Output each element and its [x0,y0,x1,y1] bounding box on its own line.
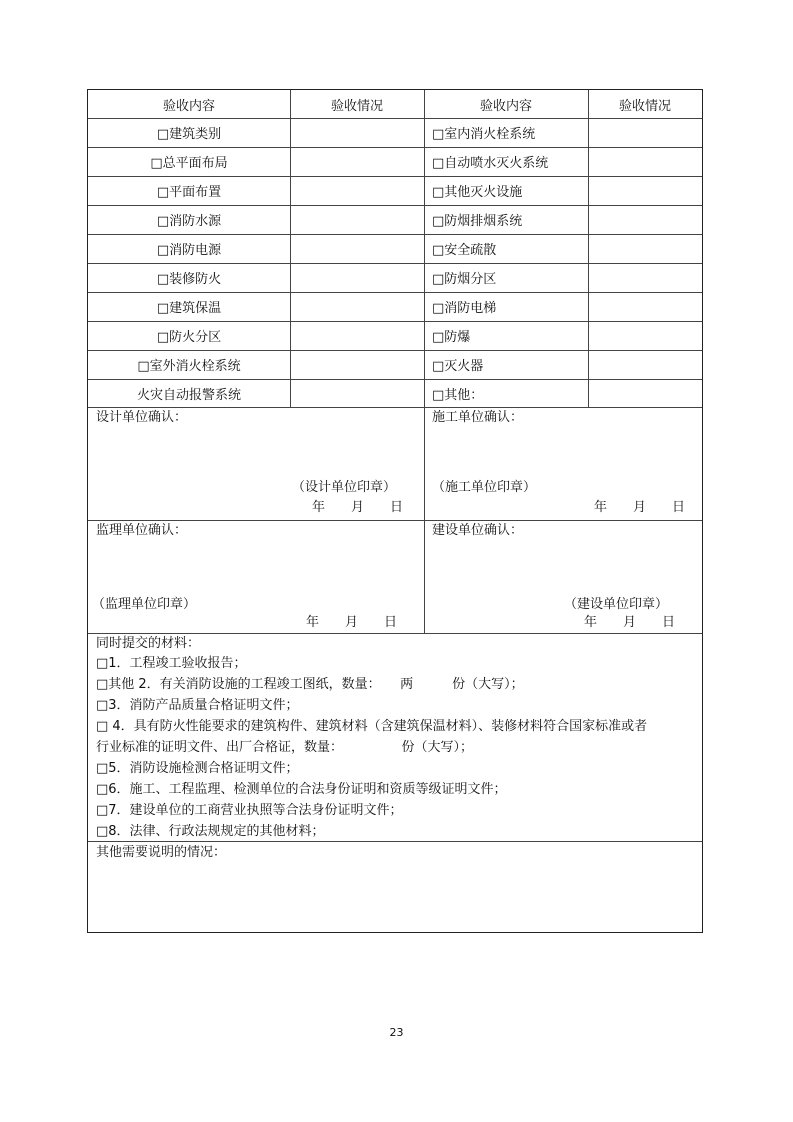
item-left[interactable]: □建筑保温 [156,301,222,316]
item-right[interactable]: □灭火器 [432,359,484,374]
item-right[interactable]: □自动喷水灭火系统 [432,156,549,171]
material-item[interactable]: □5．消防设施检测合格证明文件； [96,761,299,776]
header-content-right: 验收内容 [479,98,532,114]
table-divider [88,118,702,119]
header-status-left: 验收情况 [330,98,383,114]
material-item[interactable]: □其他 2．有关消防设施的工程竣工图纸，数量： 两 份（大写）； [96,677,524,692]
material-item[interactable]: □1．工程竣工验收报告； [96,656,247,671]
supervision-date: 年 月 日 [306,615,398,630]
acceptance-form [87,89,703,933]
supervision-confirm-section[interactable] [88,520,424,633]
design-seal-label: （设计单位印章） [292,480,397,495]
item-left[interactable]: □消防电源 [156,243,222,258]
item-right[interactable]: □室内消火栓系统 [432,127,536,142]
item-right[interactable]: □防烟分区 [432,272,497,287]
material-item[interactable]: □6．施工、工程监理、检测单位的合法身份证明和资质等级证明文件； [96,782,507,797]
item-right[interactable]: □其他灭火设施 [432,185,523,200]
table-divider [88,205,702,206]
supervision-seal-label: （监理单位印章） [92,597,197,612]
item-left[interactable]: □总平面布局 [150,156,228,171]
builder-confirm-section[interactable] [424,520,702,633]
material-item-continued: 行业标准的证明文件、出厂合格证，数量： 份（大写）； [96,740,474,755]
material-item[interactable]: □8．法律、行政法规规定的其他材料； [96,824,325,839]
table-divider [88,176,702,177]
construction-date: 年 月 日 [594,500,686,515]
item-left[interactable]: □平面布置 [156,185,222,200]
construction-confirm-section[interactable] [424,407,702,520]
other-notes-section[interactable] [88,841,702,932]
item-left[interactable]: □装修防火 [156,272,222,287]
construction-confirm-title: 施工单位确认： [432,410,524,425]
item-left[interactable]: 火灾自动报警系统 [136,387,241,403]
item-left[interactable]: □建筑类别 [156,127,222,142]
builder-seal-label: （建设单位印章） [564,597,669,612]
item-right[interactable]: □防爆 [432,330,471,345]
builder-confirm-title: 建设单位确认： [432,523,524,538]
item-left[interactable]: □室外消火栓系统 [137,359,241,374]
table-divider [88,292,702,293]
header-status-right: 验收情况 [618,98,671,114]
table-divider [88,147,702,148]
item-right[interactable]: □防烟排烟系统 [432,214,523,229]
table-divider [290,90,291,407]
item-right[interactable]: □其他： [432,387,484,403]
table-divider [588,90,589,407]
item-left[interactable]: □防火分区 [156,330,222,345]
material-item[interactable]: □3．消防产品质量合格证明文件； [96,698,299,713]
design-confirm-title: 设计单位确认： [96,410,188,425]
table-divider [88,350,702,351]
table-divider [88,263,702,264]
materials-section [88,633,702,841]
table-divider [88,321,702,322]
material-item[interactable]: □7．建设单位的工商营业执照等合法身份证明文件； [96,803,403,818]
design-date: 年 月 日 [312,500,404,515]
materials-title: 同时提交的材料： [96,636,201,651]
table-divider [88,379,702,380]
supervision-confirm-title: 监理单位确认： [96,523,188,538]
item-right[interactable]: □消防电梯 [432,301,497,316]
table-divider [88,234,702,235]
material-item[interactable]: □ 4．具有防火性能要求的建筑构件、建筑材料（含建筑保温材料）、装修材料符合国家标准或者 [96,719,648,734]
builder-date: 年 月 日 [584,615,676,630]
design-confirm-section[interactable] [88,407,424,520]
other-notes-title: 其他需要说明的情况： [96,845,227,860]
item-left[interactable]: □消防水源 [156,214,222,229]
construction-seal-label: （施工单位印章） [432,480,537,495]
item-right[interactable]: □安全疏散 [432,243,497,258]
header-content-left: 验收内容 [162,98,215,114]
page-number: 23 [389,1026,404,1039]
